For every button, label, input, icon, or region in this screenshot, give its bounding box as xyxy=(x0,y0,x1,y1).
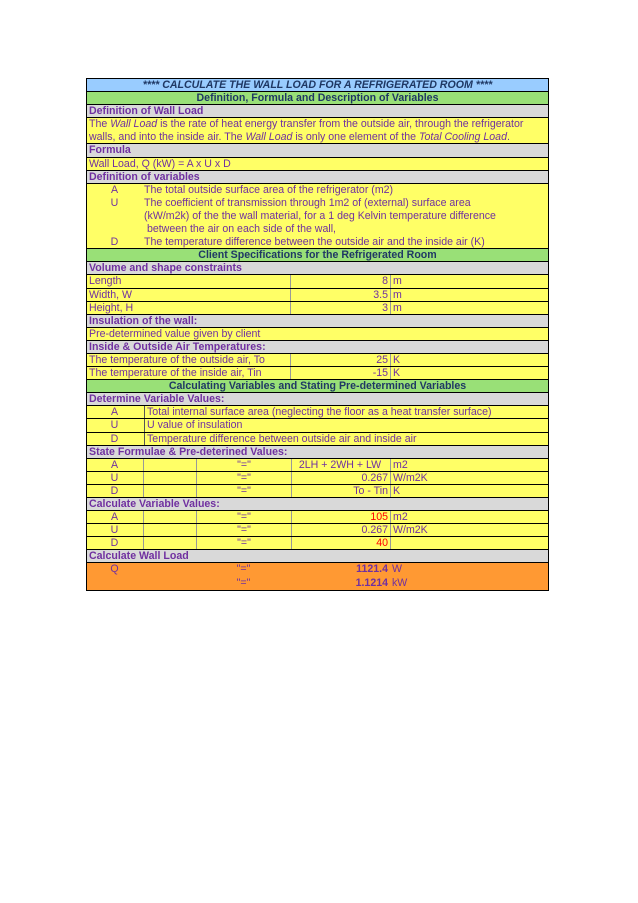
definition-line-2 xyxy=(87,131,548,144)
variable-symbol: D xyxy=(110,432,119,445)
dimension-unit: m xyxy=(390,289,548,301)
equals-sign: "=" xyxy=(196,459,291,471)
variables-heading: Definition of variables xyxy=(87,171,548,184)
dimension-value: 8 xyxy=(290,275,390,287)
variable-symbol: U xyxy=(110,419,119,432)
insulation-text: Pre-determined value given by client xyxy=(87,328,548,341)
calc-row xyxy=(87,537,548,550)
variable-description: Temperature difference between outside air and inside air xyxy=(144,433,548,445)
section-heading-client-specs: Client Specifications for the Refrigerated Room xyxy=(87,249,548,262)
dimension-unit: m xyxy=(390,275,548,287)
calculated-value: 0.267 xyxy=(291,524,390,536)
variable-description: (kW/m2k) of the the wall material, for a 1 deg Kelvin temperature difference xyxy=(144,209,496,222)
section-heading-calculating: Calculating Variables and Stating Pre-determined Variables xyxy=(87,380,548,393)
state-row xyxy=(87,459,548,472)
calculated-value: 40 xyxy=(291,537,390,549)
equals-sign: "=" xyxy=(236,576,251,589)
variable-symbol: A xyxy=(110,511,119,524)
equals-sign: "=" xyxy=(196,472,291,484)
empty-cell xyxy=(143,524,196,536)
variable-symbol xyxy=(87,577,142,590)
variable-description: between the air on each side of the wall, xyxy=(144,223,336,236)
empty-cell xyxy=(143,459,196,471)
text: The xyxy=(89,118,111,131)
temperature-value: -15 xyxy=(290,367,390,379)
unit: kW xyxy=(392,576,408,589)
temperature-row xyxy=(87,367,548,380)
text: Wall Load xyxy=(110,118,158,131)
determine-row xyxy=(87,406,548,419)
unit: m2 xyxy=(390,459,548,471)
wall-load-worksheet xyxy=(86,78,549,591)
equals-sign: "=" xyxy=(196,524,291,536)
formula-value: To - Tin xyxy=(291,485,390,497)
wall-load-heading: Calculate Wall Load xyxy=(87,550,548,563)
unit: W/m2K xyxy=(390,524,548,536)
wall-load-value: 1121.4 xyxy=(356,563,388,576)
equals-sign: "=" xyxy=(196,511,291,523)
text: walls, and into the inside air. The xyxy=(89,131,246,144)
unit xyxy=(390,537,548,549)
dimension-label: Width, W xyxy=(89,288,132,301)
temperature-label: The temperature of the inside air, Tin xyxy=(89,367,262,380)
determine-row xyxy=(87,433,548,446)
determine-heading: Determine Variable Values: xyxy=(87,393,548,406)
variable-symbol: D xyxy=(110,236,119,249)
formula-text: Wall Load, Q (kW) = A x U x D xyxy=(87,158,548,171)
calc-row xyxy=(87,524,548,537)
variable-symbol: D xyxy=(110,537,119,550)
unit: K xyxy=(390,485,548,497)
equals-sign: "=" xyxy=(196,537,291,549)
text: is only one element of the xyxy=(292,131,419,144)
dimension-label: Height, H xyxy=(89,301,134,314)
variable-symbol: A xyxy=(110,406,119,419)
wall-load-row xyxy=(87,563,548,576)
dimension-row xyxy=(87,302,548,315)
temperature-label: The temperature of the outside air, To xyxy=(89,353,265,366)
calculate-values-heading: Calculate Variable Values: xyxy=(87,498,548,511)
definition-heading: Definition of Wall Load xyxy=(87,105,548,118)
variable-row-u-cont xyxy=(87,223,548,236)
determine-row xyxy=(87,419,548,432)
variable-symbol: D xyxy=(110,484,119,497)
variable-row-d xyxy=(87,236,548,249)
equals-sign: "=" xyxy=(196,485,291,497)
text: Total Cooling Load xyxy=(419,131,507,144)
unit: W xyxy=(392,563,402,576)
formula-value: 2LH + 2WH + LW xyxy=(291,459,390,471)
equals-sign: "=" xyxy=(236,563,251,576)
unit: W/m2K xyxy=(390,472,548,484)
dimension-label: Length xyxy=(89,275,122,288)
insulation-heading: Insulation of the wall: xyxy=(87,315,548,328)
definition-line-1 xyxy=(87,118,548,131)
dimension-row xyxy=(87,275,548,288)
unit: m2 xyxy=(390,511,548,523)
text: Wall Load xyxy=(245,131,293,144)
formula-value: 0.267 xyxy=(291,472,390,484)
empty-cell xyxy=(143,511,196,523)
variable-description: U value of insulation xyxy=(144,419,548,431)
state-formulae-heading: State Formulae & Pre-deterined Values: xyxy=(87,446,548,459)
dimension-unit: m xyxy=(390,302,548,314)
variable-symbol: A xyxy=(110,458,119,471)
variable-description: The coefficient of transmission through 1m2 of (external) surface area xyxy=(144,196,471,209)
volume-heading: Volume and shape constraints xyxy=(87,262,548,275)
variable-description: The temperature difference between the outside air and the inside air (K) xyxy=(144,236,485,249)
variable-symbol: U xyxy=(110,196,119,209)
variable-symbol: Q xyxy=(110,563,119,576)
calculated-value: 105 xyxy=(291,511,390,523)
temperature-unit: K xyxy=(390,367,548,379)
variable-row-u xyxy=(87,197,548,210)
variable-row-u-cont xyxy=(87,210,548,223)
variable-symbol: A xyxy=(110,183,119,196)
empty-cell xyxy=(143,472,196,484)
variable-row-a xyxy=(87,184,548,197)
wall-load-row xyxy=(87,577,548,590)
formula-heading: Formula xyxy=(87,144,548,157)
variable-symbol: U xyxy=(110,471,119,484)
text: is the rate of heat energy transfer from the outside air, through the refrigerator xyxy=(157,118,524,131)
temperature-value: 25 xyxy=(290,354,390,366)
temperature-unit: K xyxy=(390,354,548,366)
wall-load-value: 1.1214 xyxy=(355,576,388,589)
state-row xyxy=(87,472,548,485)
dimension-row xyxy=(87,289,548,302)
section-heading-definition: Definition, Formula and Description of Variables xyxy=(87,92,548,105)
text: . xyxy=(506,131,510,144)
dimension-value: 3 xyxy=(290,302,390,314)
variable-description: Total internal surface area (neglecting the floor as a heat transfer surface) xyxy=(144,406,548,418)
state-row xyxy=(87,485,548,498)
temperatures-heading: Inside & Outside Air Temperatures: xyxy=(87,341,548,354)
variable-description: The total outside surface area of the refrigerator (m2) xyxy=(144,183,394,196)
empty-cell xyxy=(143,485,196,497)
empty-cell xyxy=(143,537,196,549)
dimension-value: 3.5 xyxy=(290,289,390,301)
calc-row xyxy=(87,511,548,524)
variable-symbol: U xyxy=(110,524,119,537)
temperature-row xyxy=(87,354,548,367)
worksheet-title: **** CALCULATE THE WALL LOAD FOR A REFRIGERATED ROOM **** xyxy=(87,79,548,92)
